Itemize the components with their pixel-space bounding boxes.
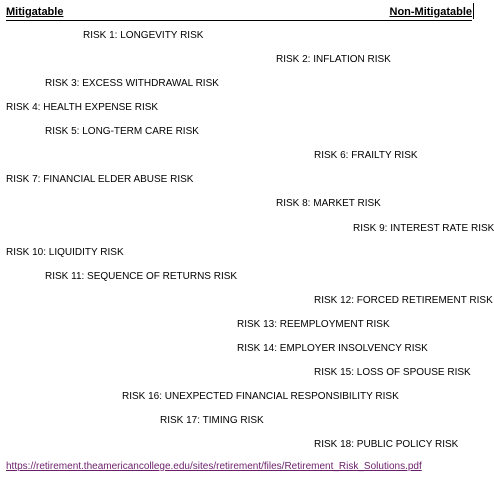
risk-item: RISK 10: LIQUIDITY RISK [6, 247, 124, 258]
risk-item: RISK 8: MARKET RISK [276, 198, 381, 209]
risk-item: RISK 11: SEQUENCE OF RETURNS RISK [45, 271, 238, 282]
source-link[interactable]: https://retirement.theamericancollege.edu/sites/retirement/files/Retirement_Risk_Solutions.pdf [6, 461, 422, 472]
mitigatable-label: Mitigatable [6, 6, 64, 18]
risk-item: RISK 7: FINANCIAL ELDER ABUSE RISK [6, 174, 194, 185]
risk-item: RISK 17: TIMING RISK [160, 415, 264, 426]
risk-item: RISK 18: PUBLIC POLICY RISK [314, 439, 459, 450]
risk-item: RISK 13: REEMPLOYMENT RISK [237, 319, 390, 330]
non-mitigatable-label: Non-Mitigatable [389, 6, 472, 18]
risk-item: RISK 9: INTEREST RATE RISK [353, 223, 494, 234]
risk-item: RISK 12: FORCED RETIREMENT RISK [314, 295, 493, 306]
risk-item: RISK 4: HEALTH EXPENSE RISK [6, 102, 159, 113]
risk-item: RISK 15: LOSS OF SPOUSE RISK [314, 367, 471, 378]
risk-item: RISK 14: EMPLOYER INSOLVENCY RISK [237, 343, 428, 354]
risk-item: RISK 6: FRAILTY RISK [314, 150, 418, 161]
risk-item: RISK 3: EXCESS WITHDRAWAL RISK [45, 78, 219, 89]
risk-item: RISK 16: UNEXPECTED FINANCIAL RESPONSIBILITY RISK [122, 391, 399, 402]
risk-item: RISK 5: LONG-TERM CARE RISK [45, 126, 199, 137]
risk-item: RISK 2: INFLATION RISK [276, 54, 391, 65]
risk-item: RISK 1: LONGEVITY RISK [83, 30, 204, 41]
